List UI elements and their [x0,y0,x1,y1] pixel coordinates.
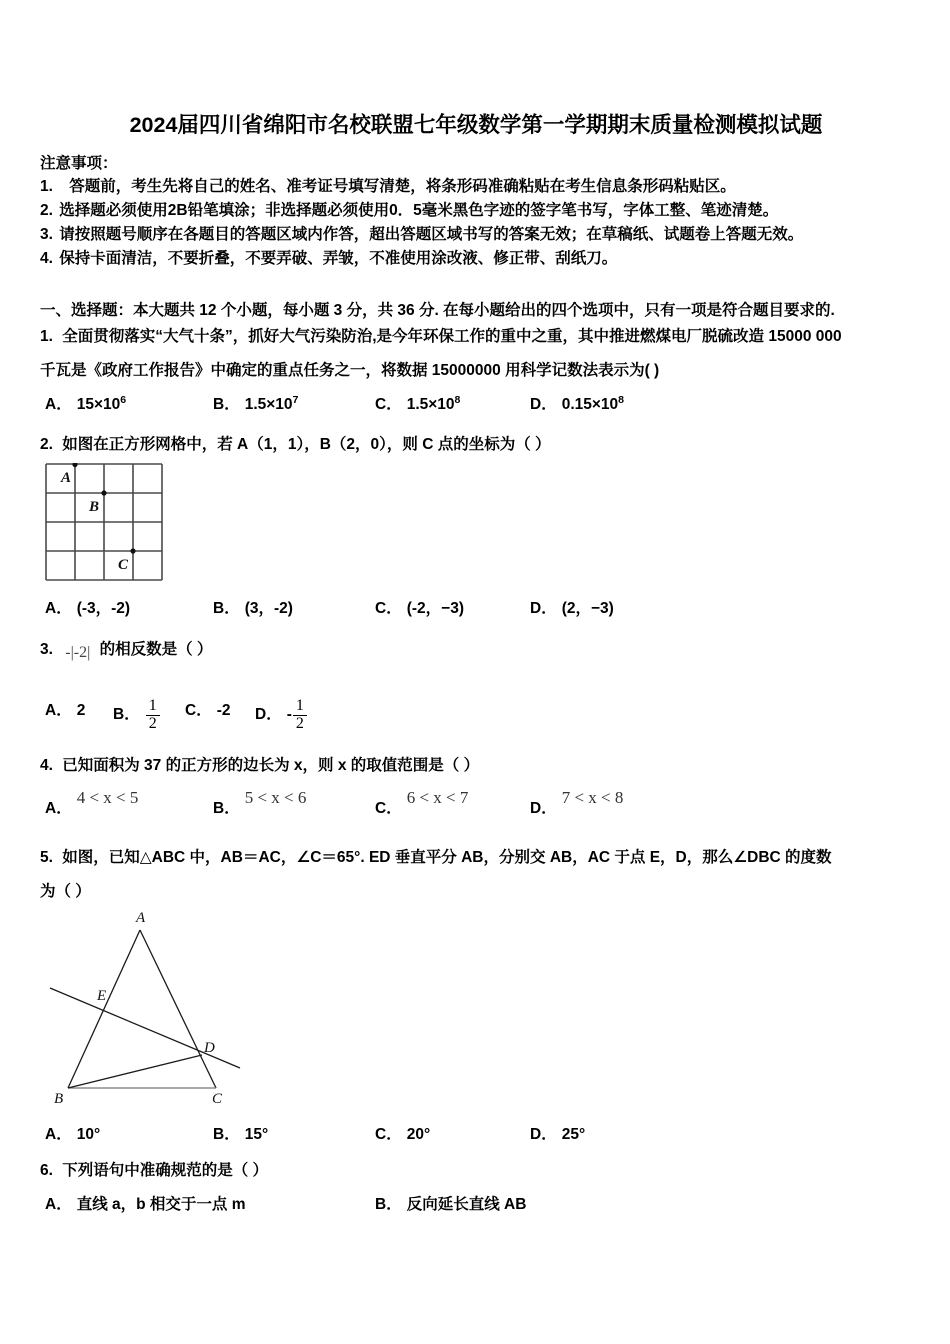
option-label: D． [530,600,557,617]
question-5-option-c[interactable] [375,1122,430,1144]
option-label: B． [213,600,240,617]
question-1-option-c[interactable] [375,392,460,414]
note-number: 2. [40,202,53,219]
grid-point-a [72,463,77,467]
option-text: (-2，−3) [406,600,464,617]
question-5-options [40,1122,920,1152]
note-number: 4. [40,250,53,267]
triangle-label-b: B [54,1091,64,1107]
triangle-label-a: A [136,910,146,926]
option-text: 4 < x < 5 [76,788,139,807]
option-text: 2 [76,702,86,719]
option-text: 25° [561,1126,586,1143]
triangle-label-e: E [97,988,107,1004]
grid-point-b [101,490,106,495]
question-3-option-c[interactable] [185,698,231,720]
option-label: A． [45,1126,72,1143]
question-6-text: 下列语句中准确规范的是（ ） [62,1162,269,1179]
option-label: C． [375,1126,402,1143]
question-2-stem [40,432,551,454]
question-3-option-a[interactable] [45,698,85,720]
question-2-text: 如图在正方形网格中，若 A（1，1），B（2，0），则 C 点的坐标为（ ） [62,436,551,453]
question-2-option-d[interactable] [530,596,614,618]
question-4-options [40,786,920,822]
question-4-option-b[interactable] [213,788,307,818]
option-label: B． [113,706,140,723]
option-label: A． [45,800,72,817]
option-exponent: 6 [120,393,127,406]
triangle-label-d: D [204,1040,215,1056]
option-label: B． [375,1196,402,1213]
option-text: (3，-2) [244,600,293,617]
option-text: 1.5×10 [244,396,293,413]
question-1-option-d[interactable] [530,392,624,414]
question-3-option-b[interactable] [113,698,161,733]
option-exponent: 8 [454,393,461,406]
question-4-option-c[interactable] [375,788,469,818]
question-3-option-d[interactable] [255,698,308,733]
option-label: A． [45,702,72,719]
note-item-4 [40,247,915,271]
option-exponent: 7 [292,393,299,406]
question-5-option-b[interactable] [213,1122,268,1144]
option-text: 15×10 [76,396,121,413]
question-2-option-a[interactable] [45,596,130,618]
question-2-option-b[interactable] [213,596,293,618]
notes-heading: 注意事项： [40,155,118,172]
option-label: D． [530,800,557,817]
note-text: 选择题必须使用2B铅笔填涂；非选择题必须使用0．5毫米黑色字迹的签字笔书写，字体工整、笔迹清楚。 [59,202,779,219]
note-text: 保持卡面清洁，不要折叠，不要弄破、弄皱，不准使用涂改液、修正带、刮纸刀。 [59,250,618,267]
question-1-option-b[interactable] [213,392,298,414]
question-5-stem-line-2: 为（ ） [40,883,91,900]
fraction-one-half: $\frac{1}{2}$ [146,698,160,733]
option-text: 反向延长直线 AB [406,1196,527,1213]
option-text: 1.5×10 [406,396,455,413]
note-number: 3. [40,226,53,243]
question-6-option-b[interactable] [375,1192,526,1214]
question-6-option-a[interactable] [45,1192,246,1214]
fraction-one-half: $\frac{1}{2}$ [293,698,307,733]
option-text: 6 < x < 7 [406,788,469,807]
question-2-options [40,596,920,626]
option-label: D． [255,706,282,723]
question-2-option-c[interactable] [375,596,464,618]
option-label: D． [530,1126,557,1143]
grid-label-a: A [61,470,72,486]
question-5-option-a[interactable] [45,1122,100,1144]
option-text: 10° [76,1126,101,1143]
option-label: A． [45,1196,72,1213]
question-1-options [40,392,920,422]
option-label: C． [185,702,212,719]
option-text: (2，−3) [561,600,614,617]
question-5-number: 5. [40,849,53,866]
note-text: 请按照题号顺序在各题目的答题区域内作答，超出答题区域书写的答案无效；在草稿纸、试题卷上答题无效。 [59,226,804,243]
question-5-text: 如图，已知△ABC 中，AB＝AC，∠C＝65°. ED 垂直平分 AB，分别交 AB，AC 于点 E，D，那么∠DBC 的度数 [62,849,832,866]
question-4-text: 已知面积为 37 的正方形的边长为 x，则 x 的取值范围是（ ） [62,757,480,774]
option-label: D． [530,396,557,413]
grid-label-b: B [89,499,100,515]
option-label: C． [375,396,402,413]
question-3-expression: -|-2| [65,644,91,661]
option-label: B． [213,800,240,817]
question-3-options [40,697,920,732]
note-text: 答题前，考生先将自己的姓名、准考证号填写清楚，将条形码准确粘贴在考生信息条形码粘贴区。 [69,178,736,195]
question-1-stem-line-2: 千瓦是《政府工作报告》中确定的重点任务之一，将数据 15000000 用科学记数法表示为( ) [40,362,660,379]
question-3-text: 的相反数是（ ） [99,641,213,658]
note-item-1 [40,175,915,199]
question-1-number: 1. [40,328,53,345]
grid-point-c [130,548,135,553]
option-label: B． [213,396,240,413]
note-item-2 [40,199,915,223]
option-label: A． [45,600,72,617]
square-grid-figure [45,463,163,581]
section-heading: 一、选择题：本大题共 12 个小题，每小题 3 分，共 36 分. 在每小题给出的四个选项中，只有一项是符合题目要求的. [40,302,835,319]
question-4-stem [40,753,479,775]
question-5-option-d[interactable] [530,1122,585,1144]
option-text: 直线 a，b 相交于一点 m [76,1196,246,1213]
question-5-stem-line-1 [40,845,832,867]
question-1-option-a[interactable] [45,392,126,414]
option-text: 7 < x < 8 [561,788,624,807]
option-exponent: 8 [618,393,625,406]
note-number: 1. [40,178,53,195]
question-3-number: 3. [40,641,53,658]
option-text: -2 [216,702,231,719]
option-sign: - [286,706,292,723]
page-title: 2024届四川省绵阳市名校联盟七年级数学第一学期期末质量检测模拟试题 [129,113,823,137]
grid-label-c: C [118,557,129,573]
question-2-number: 2. [40,436,53,453]
option-label: C． [375,800,402,817]
question-4-option-d[interactable] [530,788,624,818]
triangle-figure [40,900,300,1115]
note-item-3 [40,223,915,247]
option-text: 5 < x < 6 [244,788,307,807]
notes-block [40,152,915,271]
option-label: B． [213,1126,240,1143]
option-text: 15° [244,1126,269,1143]
question-1-text: 全面贯彻落实“大气十条”，抓好大气污染防治,是今年环保工作的重中之重，其中推进燃煤电厂脱硫改造 15000 000 [62,328,842,345]
question-3-stem [40,637,212,662]
question-4-option-a[interactable] [45,788,139,818]
triangle-label-c: C [212,1091,223,1107]
option-label: C． [375,600,402,617]
question-6-number: 6. [40,1162,53,1179]
question-1-stem-line-1 [40,324,842,346]
question-6-stem [40,1158,268,1180]
option-text: 0.15×10 [561,396,619,413]
question-4-number: 4. [40,757,53,774]
option-text: 20° [406,1126,431,1143]
question-6-options [40,1192,920,1222]
option-label: A． [45,396,72,413]
option-text: (-3，-2) [76,600,131,617]
